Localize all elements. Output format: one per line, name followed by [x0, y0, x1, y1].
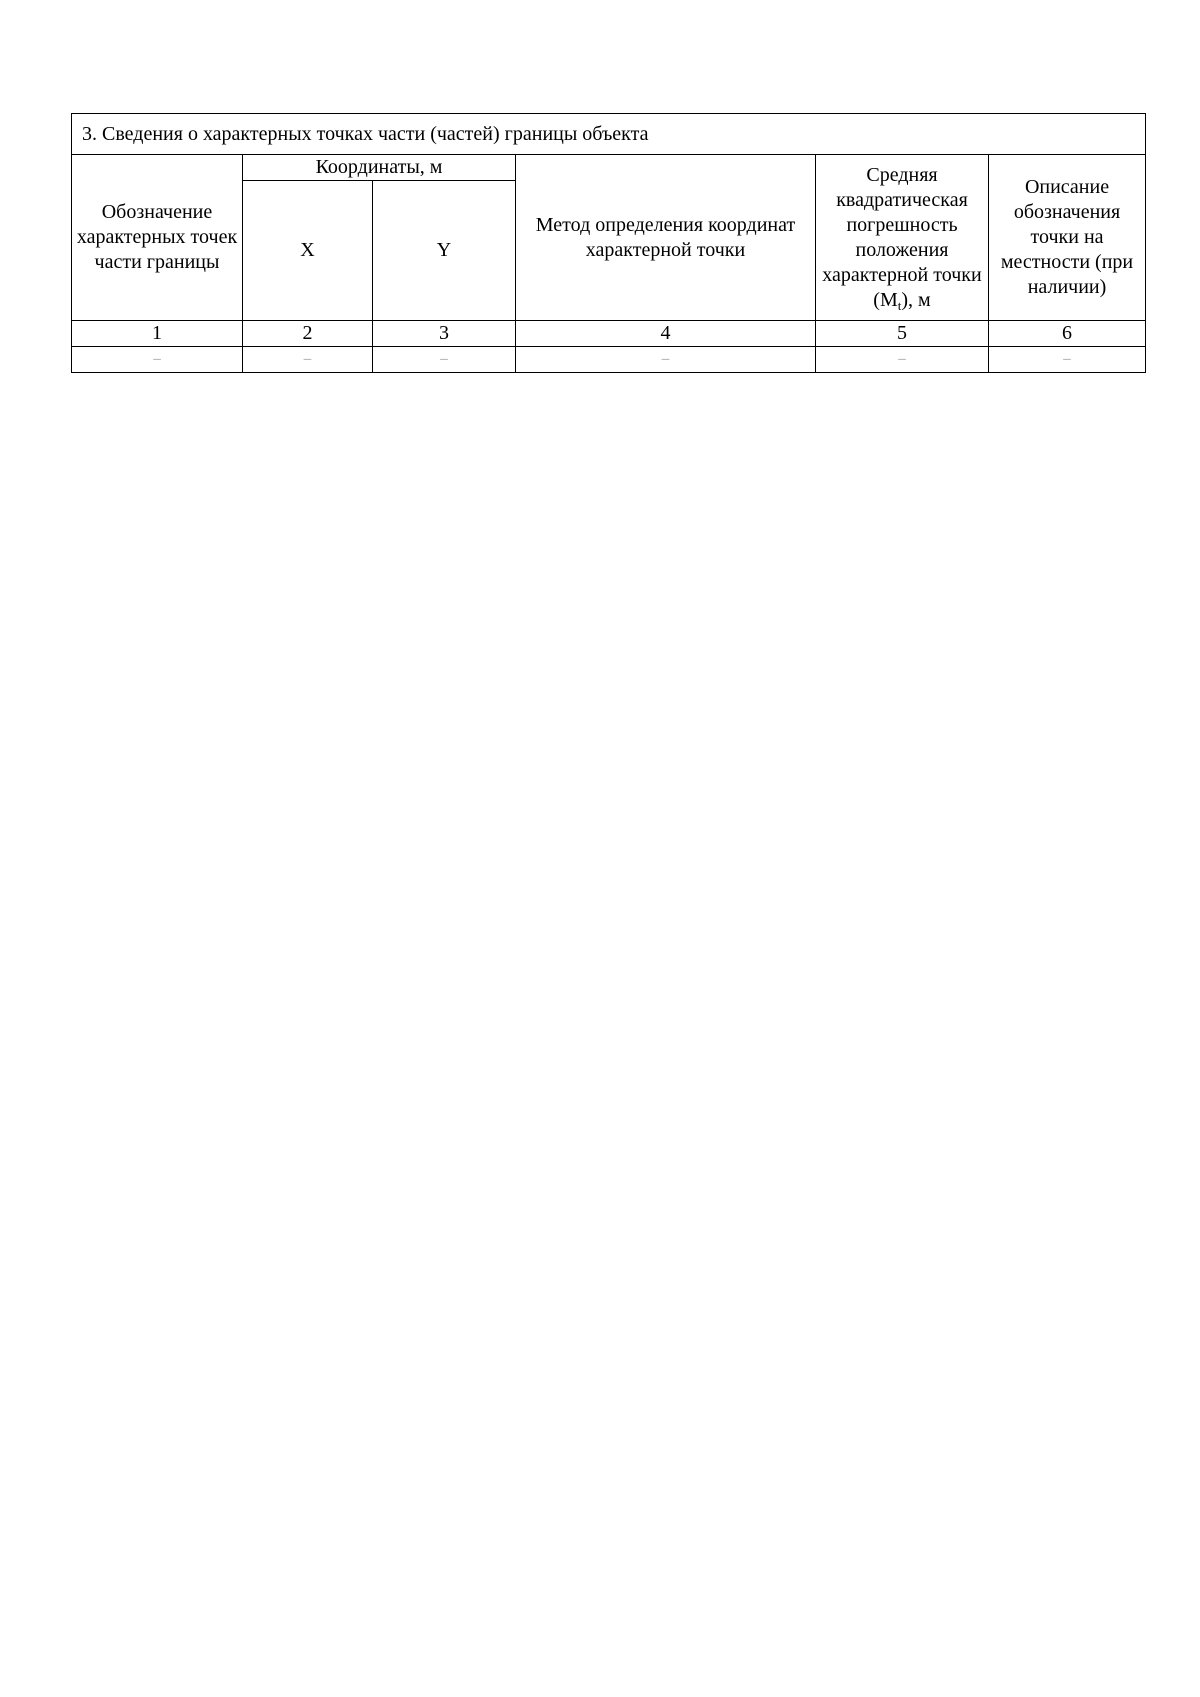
section-title-row	[72, 114, 1146, 155]
column-numbers-row	[72, 321, 1146, 347]
column-number: 5	[816, 321, 989, 347]
header-row-1	[72, 155, 1146, 181]
table-cell: –	[516, 347, 816, 373]
header-coordinates-group: Координаты, м	[243, 155, 516, 181]
column-number: 2	[243, 321, 373, 347]
column-number: 4	[516, 321, 816, 347]
column-number: 3	[373, 321, 516, 347]
column-number: 6	[989, 321, 1146, 347]
table-cell: –	[72, 347, 243, 373]
header-point-designation: Обозначение характерных точек части границы	[72, 155, 243, 321]
table-cell: –	[816, 347, 989, 373]
header-mean-error-unit: ), м	[901, 288, 931, 311]
header-description: Описание обозначения точки на местности (при наличии)	[989, 155, 1146, 321]
table-cell: –	[243, 347, 373, 373]
boundary-points-table	[71, 113, 1146, 373]
section-title: 3. Сведения о характерных точках части (частей) границы объекта	[72, 114, 1146, 155]
header-mean-error-subscript: t	[897, 297, 902, 313]
table-row	[72, 347, 1146, 373]
column-number: 1	[72, 321, 243, 347]
header-method: Метод определения координат характерной точки	[516, 155, 816, 321]
table-cell: –	[373, 347, 516, 373]
header-mean-error	[816, 155, 989, 321]
header-x: X	[243, 181, 373, 321]
header-y: Y	[373, 181, 516, 321]
table-cell: –	[989, 347, 1146, 373]
header-mean-error-text: Средняя квадратическая погрешность положения характерной точки (M	[822, 163, 982, 311]
